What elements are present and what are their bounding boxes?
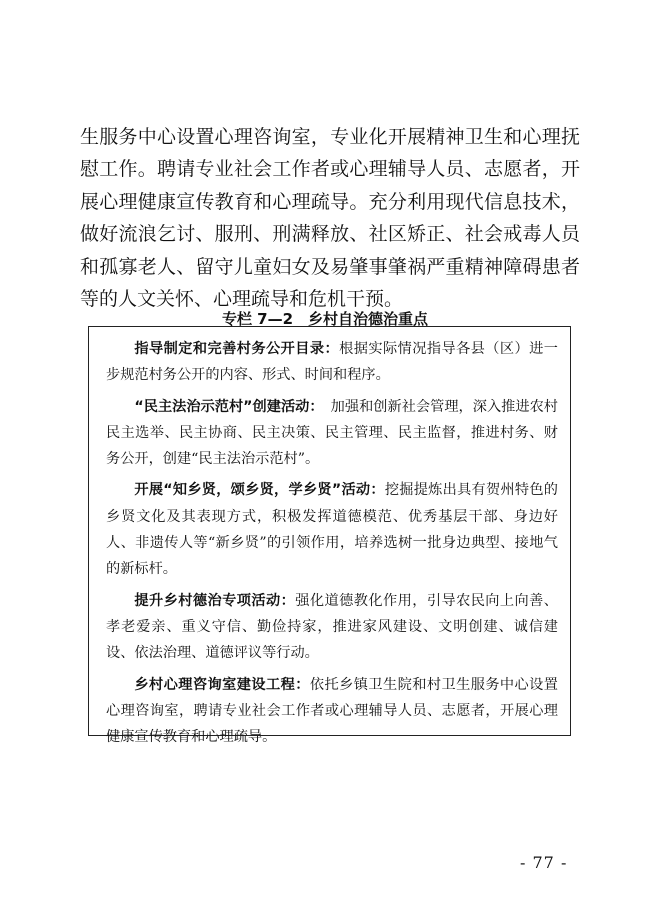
- box-item: [106, 336, 558, 389]
- box-item: [106, 588, 558, 667]
- box-item: [106, 394, 558, 473]
- item-text: 根据实际情况指导各县（区）进一步规范村务公开的内容、形式、时间和程序。: [106, 341, 558, 384]
- item-text: 挖掘提炼出具有贺州特色的乡贤文化及其表现方式，积极发挥道德模范、优秀基层干部、身边好人、非遗传人等“新乡贤”的引领作用，培养选树一批身边典型、接地气的新标杆。: [106, 482, 558, 578]
- box-item: [106, 477, 558, 582]
- item-lead: 指导制定和完善村务公开目录：: [134, 341, 340, 357]
- item-lead: “民主法治示范村”创建活动：: [134, 398, 317, 415]
- item-text: 加强和创新社会管理，深入推进农村民主选举、民主协商、民主决策、民主管理、民主监督，推进村务、财务公开，创建“民主法治示范村”。: [106, 398, 558, 468]
- item-text: 依托乡镇卫生院和村卫生服务中心设置心理咨询室，聘请专业社会工作者或心理辅导人员、志愿者，开展心理健康宣传教育和心理疏导。: [106, 676, 558, 746]
- item-lead: 提升乡村德治专项活动：: [134, 592, 296, 609]
- page-number: - 77 -: [520, 853, 568, 872]
- item-lead: 开展“知乡贤，颂乡贤，学乡贤”活动：: [134, 482, 385, 499]
- box-item: [106, 672, 558, 751]
- body-paragraph: 生服务中心设置心理咨询室，专业化开展精神卫生和心理抚慰工作。聘请专业社会工作者或心理辅导人员、志愿者，开展心理健康宣传教育和心理疏导。充分利用现代信息技术，做好流浪乞讨、服刑、刑满释放、社区矫正、社会戒毒人员和孤寡老人、留守儿童妇女及易肇事肇祸严重精神障碍患者等的人文关怀、心理疏导和危机干预。: [80, 126, 580, 311]
- feature-box: [88, 326, 571, 746]
- item-lead: 乡村心理咨询室建设工程：: [134, 676, 310, 693]
- item-text: 强化道德教化作用，引导农民向上向善、孝老爱亲、重义守信、勤俭持家，推进家风建设、文明创建、诚信建设、依法治理、道德评议等行动。: [106, 592, 558, 662]
- box-title: 专栏 7—2 乡村自治德治重点: [221, 310, 429, 328]
